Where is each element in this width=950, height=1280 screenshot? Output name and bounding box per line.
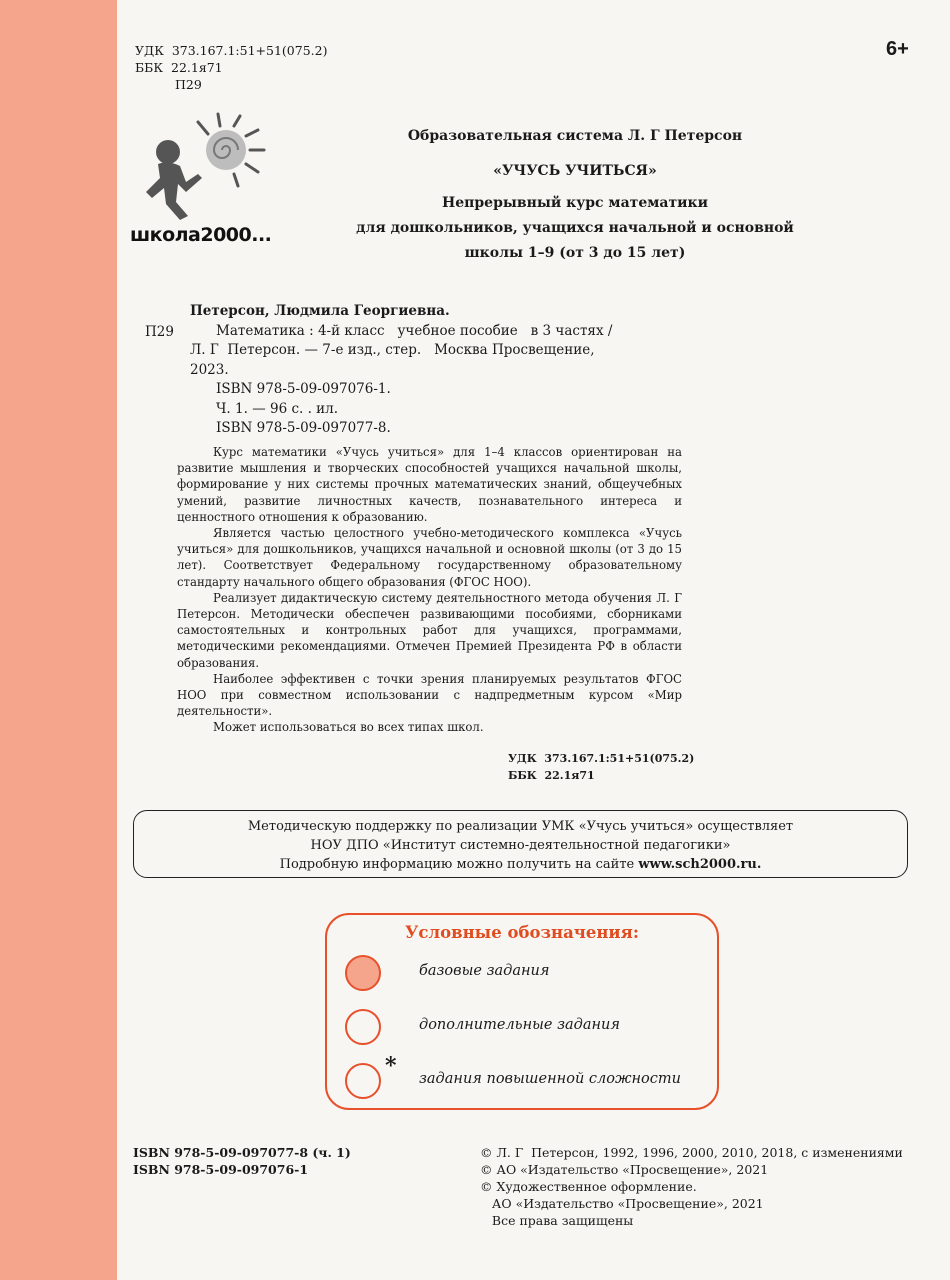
author-mark: П29: [175, 77, 202, 92]
abstract-codes: [508, 750, 694, 784]
school-2000-logo: [128, 112, 272, 252]
series-audience-2: школы 1–9 (от 3 до 15 лет): [464, 245, 686, 261]
abstract: [177, 444, 682, 736]
left-color-band: [0, 0, 117, 1280]
abstract-paragraph: Наиболее эффективен с точки зрения планируемых результатов ФГОС НОО при совместном использовании с надпредметным курсом «Мир деятельности».: [177, 671, 682, 719]
website-link[interactable]: www.sch2000.ru.: [638, 857, 762, 872]
legend-item-advanced: [345, 1053, 705, 1103]
series-audience-1: для дошкольников, учащихся начальной и основной: [356, 220, 794, 236]
abstract-paragraph: Является частью целостного учебно-методического комплекса «Учусь учиться» для дошкольников, учащихся начальной и основной школы (от 3 до 15 лет). Соответствует Федеральному государственному образовательному стандарту начального общего образования (ФГОС НОО).: [177, 526, 682, 589]
legend-title: Условные обозначения:: [405, 923, 639, 942]
series-system: Образовательная система Л. Г Петерсон: [407, 128, 743, 144]
udc-code: УДК 373.167.1:51+51(075.2): [135, 43, 328, 58]
footer-isbn: [133, 1144, 351, 1178]
support-line-1: Методическую поддержку по реализации УМК «Учусь учиться» осуществляет: [247, 819, 794, 834]
legend-label: дополнительные задания: [419, 1017, 620, 1033]
support-line-3-text: Подробную информацию можно получить на сайте: [279, 857, 639, 872]
empty-circle-icon: [345, 1063, 381, 1099]
support-line-2: НОУ ДПО «Институт системно-деятельностной педагогики»: [310, 838, 731, 853]
filled-circle-icon: [345, 955, 381, 991]
series-course: Непрерывный курс математики: [441, 195, 709, 211]
entry-isbn-1: ISBN 978-5-09-097076-1.: [216, 381, 391, 397]
logo-text: школа2000...: [130, 224, 272, 246]
series-program: «УЧУСЬ УЧИТЬСЯ»: [493, 163, 657, 179]
copyright-block: [480, 1144, 903, 1229]
bibliographic-entry: [190, 302, 612, 439]
legend-label: базовые задания: [419, 963, 550, 979]
star-icon: *: [385, 1053, 397, 1079]
empty-circle-icon: [345, 1009, 381, 1045]
copyright-line: © Л. Г Петерсон, 1992, 1996, 2000, 2010, 2018, с изменениями: [480, 1145, 903, 1160]
abstract-udc: УДК 373.167.1:51+51(075.2): [508, 752, 695, 765]
copyright-line: АО «Издательство «Просвещение», 2021: [480, 1196, 764, 1211]
entry-line-3: 2023.: [190, 361, 229, 378]
footer-isbn-1: ISBN 978-5-09-097077-8 (ч. 1): [133, 1145, 351, 1160]
bbk-code: ББК 22.1я71: [135, 60, 223, 75]
age-rating: 6+: [886, 38, 909, 60]
entry-line-2: Л. Г Петерсон. — 7-е изд., стер. Москва Просвещение,: [190, 342, 595, 358]
entry-part: Ч. 1. — 96 с. . ил.: [216, 400, 339, 417]
child-sun-icon: [128, 112, 268, 222]
entry-author: Петерсон, Людмила Георгиевна.: [190, 303, 450, 319]
abstract-paragraph: Реализует дидактическую систему деятельностного метода обучения Л. Г Петерсон. Методически обеспечен развивающими пособиями, сборниками самостоятельных и контрольных работ для учащихся, программами, методическими рекомендациями. Отмечен Премией Президента РФ в области образования.: [177, 590, 682, 670]
legend-item-basic: [345, 955, 705, 995]
legend-item-additional: [345, 1009, 705, 1049]
legend-label: задания повышенной сложности: [419, 1071, 681, 1087]
copyright-line: © АО «Издательство «Просвещение», 2021: [480, 1162, 769, 1177]
entry-code: П29: [145, 324, 174, 340]
support-box: [133, 810, 908, 878]
abstract-paragraph: Курс математики «Учусь учиться» для 1–4 классов ориентирован на развитие мышления и творческих способностей учащихся начальной школы, формирование у них системы прочных математических знаний, общеучебных умений, развитие личностных качеств, познавательного интереса и ценностного отношения к образованию.: [177, 445, 682, 524]
abstract-paragraph: Может использоваться во всех типах школ.: [213, 720, 484, 735]
copyright-line: Все права защищены: [480, 1213, 634, 1228]
footer-isbn-2: ISBN 978-5-09-097076-1: [133, 1162, 309, 1177]
entry-line-1: Математика : 4-й класс учебное пособие в 3 частях /: [216, 322, 613, 339]
classification-codes: [135, 42, 327, 93]
copyright-line: © Художественное оформление.: [480, 1179, 697, 1194]
legend-box: [325, 913, 719, 1110]
abstract-bbk: ББК 22.1я71: [508, 769, 595, 782]
support-line-3: [134, 855, 907, 874]
entry-isbn-2: ISBN 978-5-09-097077-8.: [216, 420, 391, 436]
